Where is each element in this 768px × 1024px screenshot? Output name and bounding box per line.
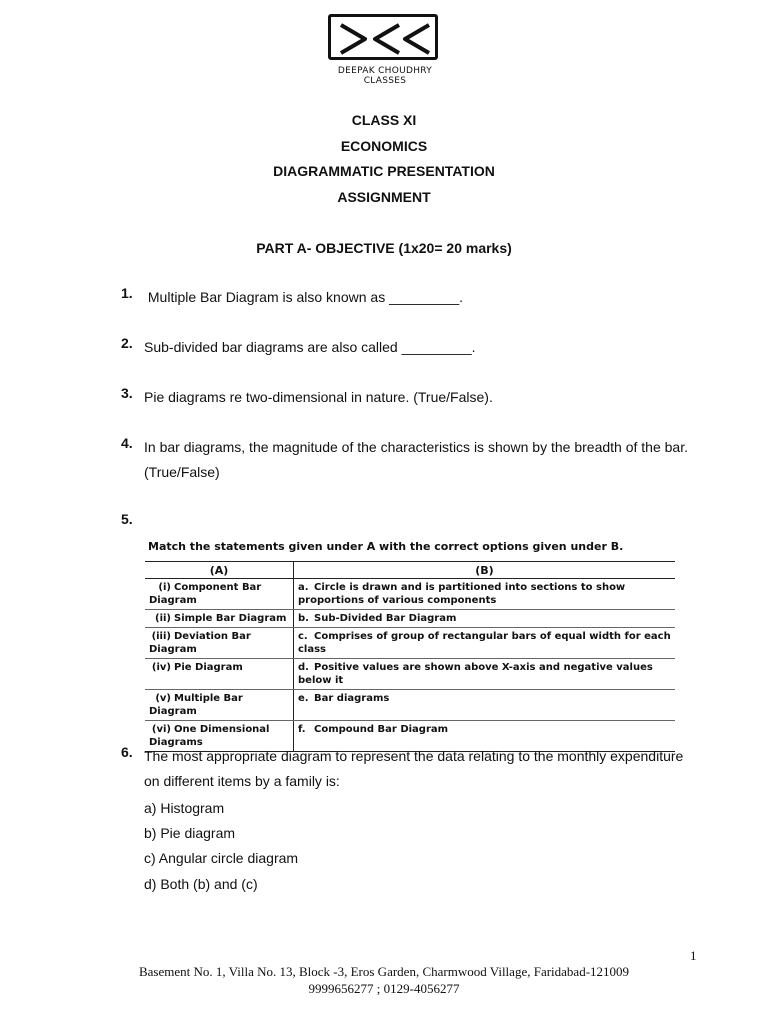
column-b-cell: f. Compound Bar Diagram xyxy=(294,721,676,752)
column-b-cell: a. Circle is drawn and is partitioned into sections to show proportions of various components xyxy=(294,579,676,610)
option-b: b) Pie diagram xyxy=(144,825,236,841)
question-text: Sub-divided bar diagrams are also called _________. xyxy=(144,339,476,355)
column-a-header: (A) xyxy=(145,562,294,579)
option-c: c) Angular circle diagram xyxy=(144,850,299,866)
question-number: 1. xyxy=(121,285,133,301)
footer-phone: 9999656277 ; 0129-4056277 xyxy=(308,981,460,996)
table-row xyxy=(145,610,675,628)
question-number: 5. xyxy=(121,511,133,527)
column-b-cell: c. Comprises of group of rectangular bars of equal width for each class xyxy=(294,628,676,659)
logo-mark xyxy=(328,14,438,60)
match-table xyxy=(145,561,675,752)
question-text: Pie diagrams re two-dimensional in nature. (True/False). xyxy=(144,389,493,405)
column-a-cell: (vi) One Dimensional Diagrams xyxy=(145,721,294,752)
column-a-cell: (iii) Deviation Bar Diagram xyxy=(145,628,294,659)
part-heading: PART A- OBJECTIVE (1x20= 20 marks) xyxy=(256,240,512,256)
class-heading: CLASS XI xyxy=(351,112,417,128)
question-text: The most appropriate diagram to represent the data relating to the monthly expenditure on different items by a family is: xyxy=(144,748,684,789)
logo xyxy=(328,14,442,86)
question-number: 3. xyxy=(121,385,133,401)
column-b-cell: b. Sub-Divided Bar Diagram xyxy=(294,610,676,628)
table-row xyxy=(145,659,675,690)
column-a-cell: (ii) Simple Bar Diagram xyxy=(145,610,294,628)
footer-address: Basement No. 1, Villa No. 13, Block -3, Eros Garden, Charmwood Village, Faridabad-121009 xyxy=(138,964,630,979)
option-a: a) Histogram xyxy=(144,800,225,816)
logo-text: DEEPAK CHOUDHRY CLASSES xyxy=(337,66,433,86)
match-instruction: Match the statements given under A with the correct options given under B. xyxy=(148,540,624,553)
option-d: d) Both (b) and (c) xyxy=(144,876,258,892)
table-row xyxy=(145,628,675,659)
question-text: Multiple Bar Diagram is also known as _________. xyxy=(144,289,464,305)
assignment-heading: ASSIGNMENT xyxy=(337,189,431,205)
table-row xyxy=(145,690,675,721)
question-number: 6. xyxy=(121,744,133,760)
question-text: In bar diagrams, the magnitude of the characteristics is shown by the breadth of the bar. (True/False) xyxy=(144,439,688,480)
column-a-cell: (v) Multiple Bar Diagram xyxy=(145,690,294,721)
question-number: 2. xyxy=(121,335,133,351)
topic-heading: DIAGRAMMATIC PRESENTATION xyxy=(273,163,495,179)
match-table-header xyxy=(145,562,675,579)
column-b-header: (B) xyxy=(294,562,676,579)
table-row xyxy=(145,579,675,610)
column-b-cell: d. Positive values are shown above X-axis and negative values below it xyxy=(294,659,676,690)
subject-heading: ECONOMICS xyxy=(340,138,428,154)
column-a-cell: (i) Component Bar Diagram xyxy=(145,579,294,610)
column-a-cell: (iv) Pie Diagram xyxy=(145,659,294,690)
question-number: 4. xyxy=(121,435,133,451)
page-number: 1 xyxy=(690,948,697,963)
column-b-cell: e. Bar diagrams xyxy=(294,690,676,721)
